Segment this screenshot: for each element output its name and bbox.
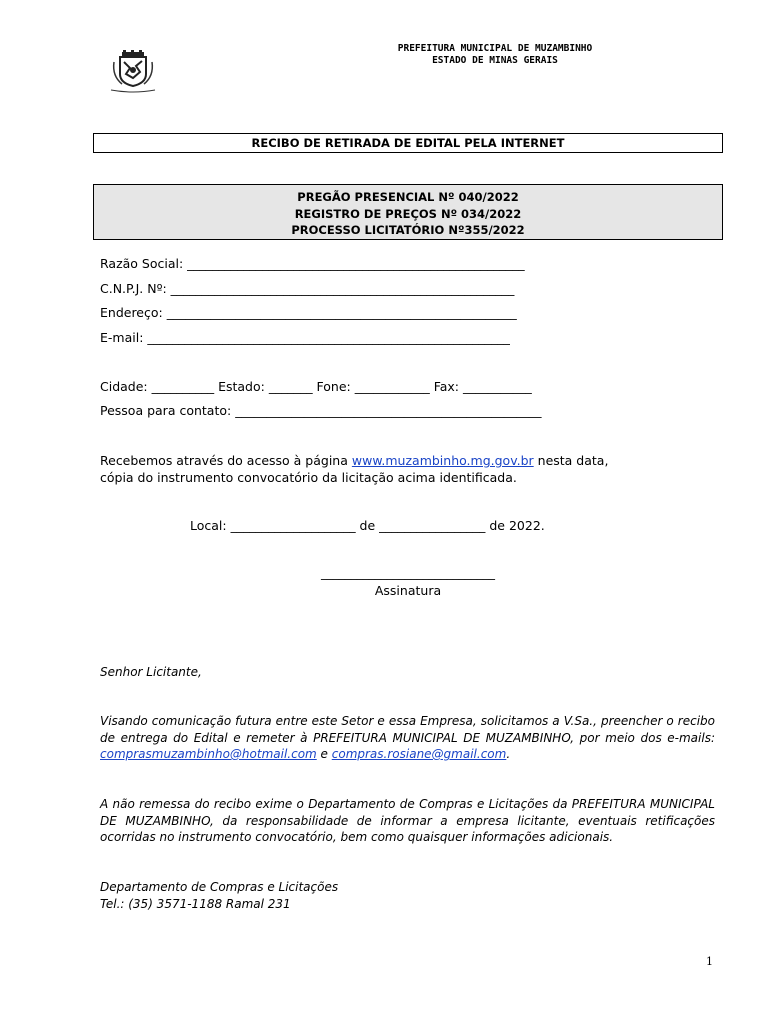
process-line-registro: REGISTRO DE PREÇOS Nº 034/2022	[294, 206, 522, 221]
greeting: Senhor Licitante,	[100, 665, 202, 679]
municipal-seal-logo	[108, 50, 158, 94]
website-link[interactable]: www.muzambinho.mg.gov.br	[351, 453, 534, 468]
receipt-line1	[100, 452, 715, 469]
notice-p1-text: Visando comunicação futura entre este Setor e essa Empresa, solicitamos a V.Sa., preencher o recibo de entrega do Edital e remeter à PREFEITURA MUNICIPAL DE MUZAMBINHO, por meio dos e-mails:	[100, 714, 715, 745]
notice-p1-end: .	[506, 747, 511, 761]
department-phone: Tel.: (35) 3571-1188 Ramal 231	[100, 896, 291, 911]
notice-paragraph-2: A não remessa do recibo exime o Departamento de Compras e Licitações da PREFEITURA MUNICIPAL DE MUZAMBINHO, da responsabilidade de informar a empresa licitante, eventuais retificações ocorridas no instrumento convocatório, bem como quaisquer informações adicionais.	[100, 797, 715, 844]
letterhead-line1: PREFEITURA MUNICIPAL DE MUZAMBINHO	[397, 43, 593, 54]
process-line-pregao: PREGÃO PRESENCIAL Nº 040/2022	[297, 190, 519, 204]
local-date-line: Local: ____________________ de _________________ de 2022.	[190, 518, 545, 533]
receipt-text-after: nesta data,	[533, 453, 609, 468]
field-cnpj: C.N.P.J. Nº: _______________________________________________________	[100, 281, 515, 296]
department-name: Departamento de Compras e Licitações	[100, 880, 339, 894]
process-line-licitatorio: PROCESSO LICITATÓRIO Nº355/2022	[291, 223, 525, 237]
email-link-2[interactable]: compras.rosiane@gmail.com	[331, 747, 507, 761]
receipt-text-before: Recebemos através do acesso à página	[100, 453, 352, 468]
email-link-1[interactable]: comprasmuzambinho@hotmail.com	[100, 747, 317, 761]
letterhead-line2: ESTADO DE MINAS GERAIS	[432, 55, 558, 66]
document-title: RECIBO DE RETIRADA DE EDITAL PELA INTERNET	[93, 133, 723, 153]
notice-connector: e	[316, 747, 332, 761]
notice-paragraph-1	[100, 713, 715, 763]
field-cidade-estado-fone-fax: Cidade: __________ Estado: _______ Fone: ____________ Fax: ___________	[100, 379, 532, 394]
field-razao-social: Razão Social: ______________________________________________________	[100, 256, 525, 271]
field-email: E-mail: __________________________________________________________	[100, 330, 510, 345]
receipt-line2: cópia do instrumento convocatório da licitação acima identificada.	[100, 470, 517, 485]
department-info	[100, 879, 715, 912]
page-number: 1	[706, 955, 713, 968]
letterhead	[300, 43, 690, 67]
signature-label: Assinatura	[374, 583, 442, 598]
field-pessoa-contato: Pessoa para contato: _________________________________________________	[100, 403, 542, 418]
signature-line: _____________________________	[321, 566, 495, 580]
receipt-statement	[100, 452, 715, 486]
field-endereco: Endereço: ________________________________________________________	[100, 305, 517, 320]
process-info-box	[93, 184, 723, 240]
